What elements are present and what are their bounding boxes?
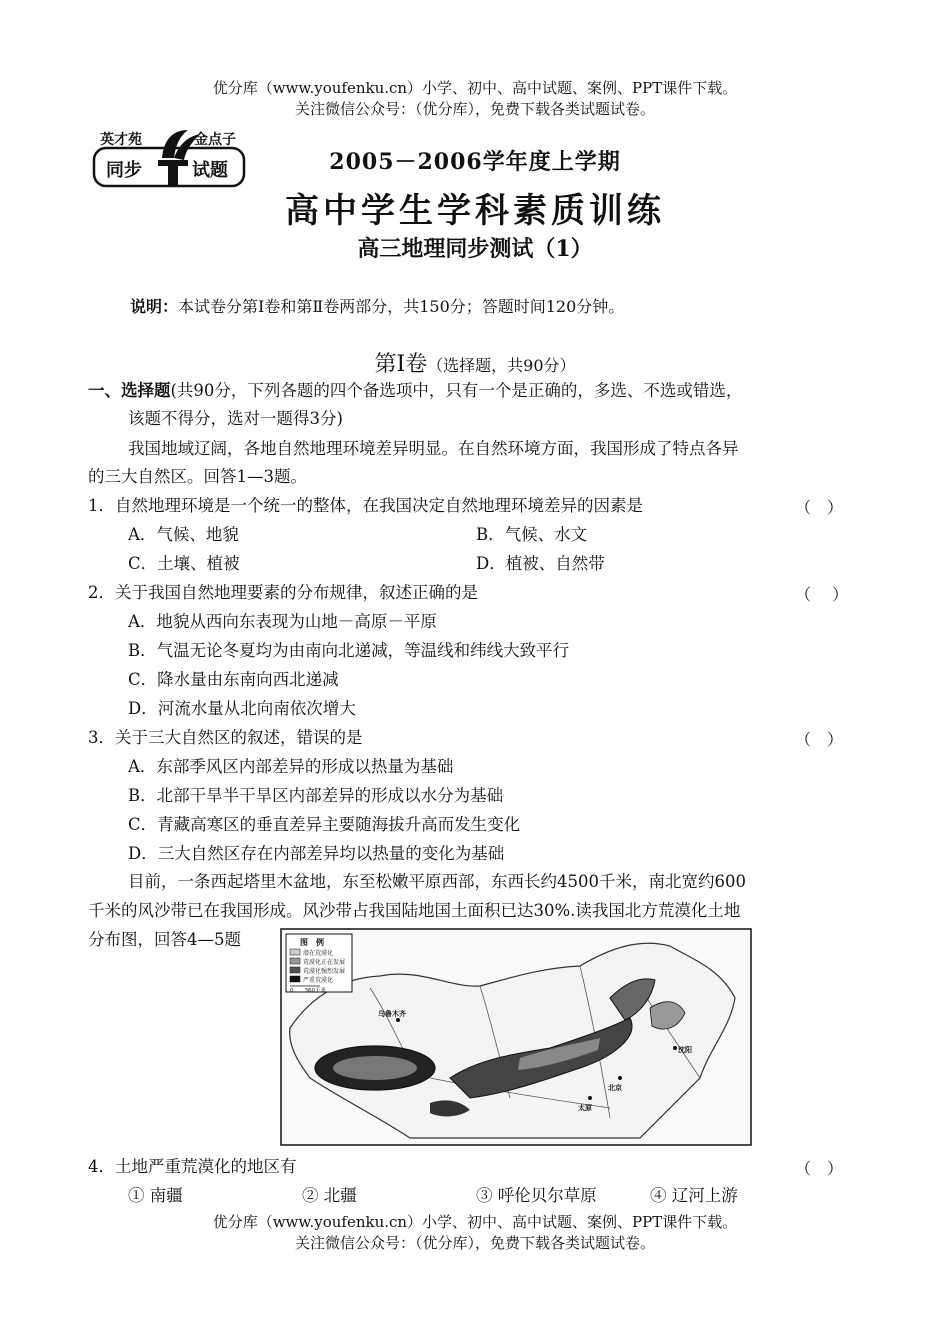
header-line-2: 关注微信公众号：（优分库），免费下载各类试题试卷。	[294, 100, 655, 118]
q2-answer-blank: （ ）	[795, 585, 849, 604]
exam-note	[130, 294, 624, 317]
q4-stem: 4．土地严重荒漠化的地区有	[88, 1157, 297, 1176]
q2-option-a: A．地貌从西向东表现为山地－高原－平原	[128, 612, 437, 631]
q1-option-a: A．气候、地貌	[128, 525, 239, 544]
q4-answer-blank: （ ）	[795, 1159, 844, 1178]
map-legend-item-3: 荒漠化强烈发展	[303, 968, 346, 975]
q4-option-4: ④ 辽河上游	[650, 1186, 738, 1205]
map-legend-item-2: 荒漠化正在发展	[303, 959, 346, 966]
q3-answer-blank: （ ）	[795, 730, 844, 749]
map-city-taiyuan: 太原	[578, 1104, 592, 1112]
q1-answer-blank: （ ）	[795, 498, 844, 517]
title-sub: 高三地理同步测试（1）	[357, 236, 593, 262]
map-graphic	[280, 928, 752, 1146]
part1-line-2: 该题不得分，选对一题得3分)	[128, 409, 343, 428]
q2-option-b: B．气温无论冬夏均为由南向北递减，等温线和纬线大致平行	[128, 641, 570, 660]
q2-stem: 2．关于我国自然地理要素的分布规律，叙述正确的是	[88, 583, 478, 602]
logo-text-top-left: 英才苑	[100, 132, 142, 148]
map-city-shenyang: 沈阳	[678, 1046, 692, 1054]
part1-text-1: (共90分，下列各题的四个备选项中，只有一个是正确的，多选、不选或错选，	[170, 381, 743, 400]
q2-option-d: D．河流水量从北向南依次增大	[128, 699, 356, 718]
footer-line-2: 关注微信公众号：（优分库），免费下载各类试题试卷。	[294, 1234, 655, 1252]
logo-text-top-right: 金点子	[194, 132, 236, 148]
q3-option-b: B．北部干旱半干旱区内部差异的形成以水分为基础	[128, 786, 504, 805]
map-legend-item-4: 严重荒漠化	[303, 977, 334, 984]
part1-label: 一、选择题	[88, 381, 171, 400]
q2-option-c: C．降水量由东南向西北递减	[128, 670, 339, 689]
logo-text-bottom-right: 试题	[192, 160, 228, 181]
map-legend-item-1: 潜在荒漠化	[303, 950, 334, 957]
q1-stem: 1．自然地理环境是一个统一的整体，在我国决定自然地理环境差异的因素是	[88, 496, 643, 515]
map-legend-title: 图 例	[300, 938, 324, 947]
intro2-line-1: 目前，一条西起塔里木盆地，东至松嫩平原西部，东西长约4500千米，南北宽约600	[128, 872, 746, 891]
q1-option-d: D．植被、自然带	[476, 554, 605, 573]
q3-option-c: C．青藏高寒区的垂直差异主要随海拔升高而发生变化	[128, 815, 521, 834]
logo-text-bottom-left: 同步	[106, 160, 142, 181]
intro1-line-2: 的三大自然区。回答1—3题。	[88, 467, 307, 486]
note-label: 说明：	[130, 297, 179, 316]
q1-option-b: B．气候、水文	[476, 525, 588, 544]
q4-option-3: ③ 呼伦贝尔草原	[476, 1186, 597, 1205]
q4-option-1: ① 南疆	[128, 1186, 183, 1205]
section-heading	[0, 347, 950, 378]
title-main: 高中学生学科素质训练	[285, 191, 665, 231]
intro2-line-2: 千米的风沙带已在我国形成。风沙带占我国陆地国土面积已达30%.读我国北方荒漠化土地	[88, 901, 741, 920]
footer-line-1: 优分库（www.youfenku.cn）小学、初中、高中试题、案例、PPT课件下载。	[212, 1213, 738, 1231]
title-year: 2005－2006学年度上学期	[329, 149, 621, 175]
q3-option-a: A．东部季风区内部差异的形成以热量为基础	[128, 757, 454, 776]
section-big: 第Ⅰ卷	[374, 352, 428, 377]
map-city-beijing: 北京	[608, 1084, 622, 1092]
part1-line-1	[88, 380, 742, 402]
q3-option-d: D．三大自然区存在内部差异均以热量的变化为基础	[128, 844, 505, 863]
q1-option-c: C．土壤、植被	[128, 554, 240, 573]
q3-stem: 3．关于三大自然区的叙述，错误的是	[88, 728, 363, 747]
section-small: （选择题，共90分）	[427, 356, 576, 375]
intro1-line-1: 我国地域辽阔，各地自然地理环境差异明显。在自然环境方面，我国形成了特点各异	[128, 439, 739, 458]
map-city-urumqi: 乌鲁木齐	[378, 1010, 406, 1018]
map-scale: 0 360千米	[290, 988, 326, 994]
note-text: 本试卷分第Ⅰ卷和第Ⅱ卷两部分，共150分；答题时间120分钟。	[178, 297, 625, 316]
q4-option-2: ② 北疆	[302, 1186, 357, 1205]
header-line-1: 优分库（www.youfenku.cn）小学、初中、高中试题、案例、PPT课件下载。	[212, 79, 738, 97]
intro2-line-3: 分布图，回答4—5题	[88, 930, 241, 949]
desertification-map	[280, 928, 752, 1146]
